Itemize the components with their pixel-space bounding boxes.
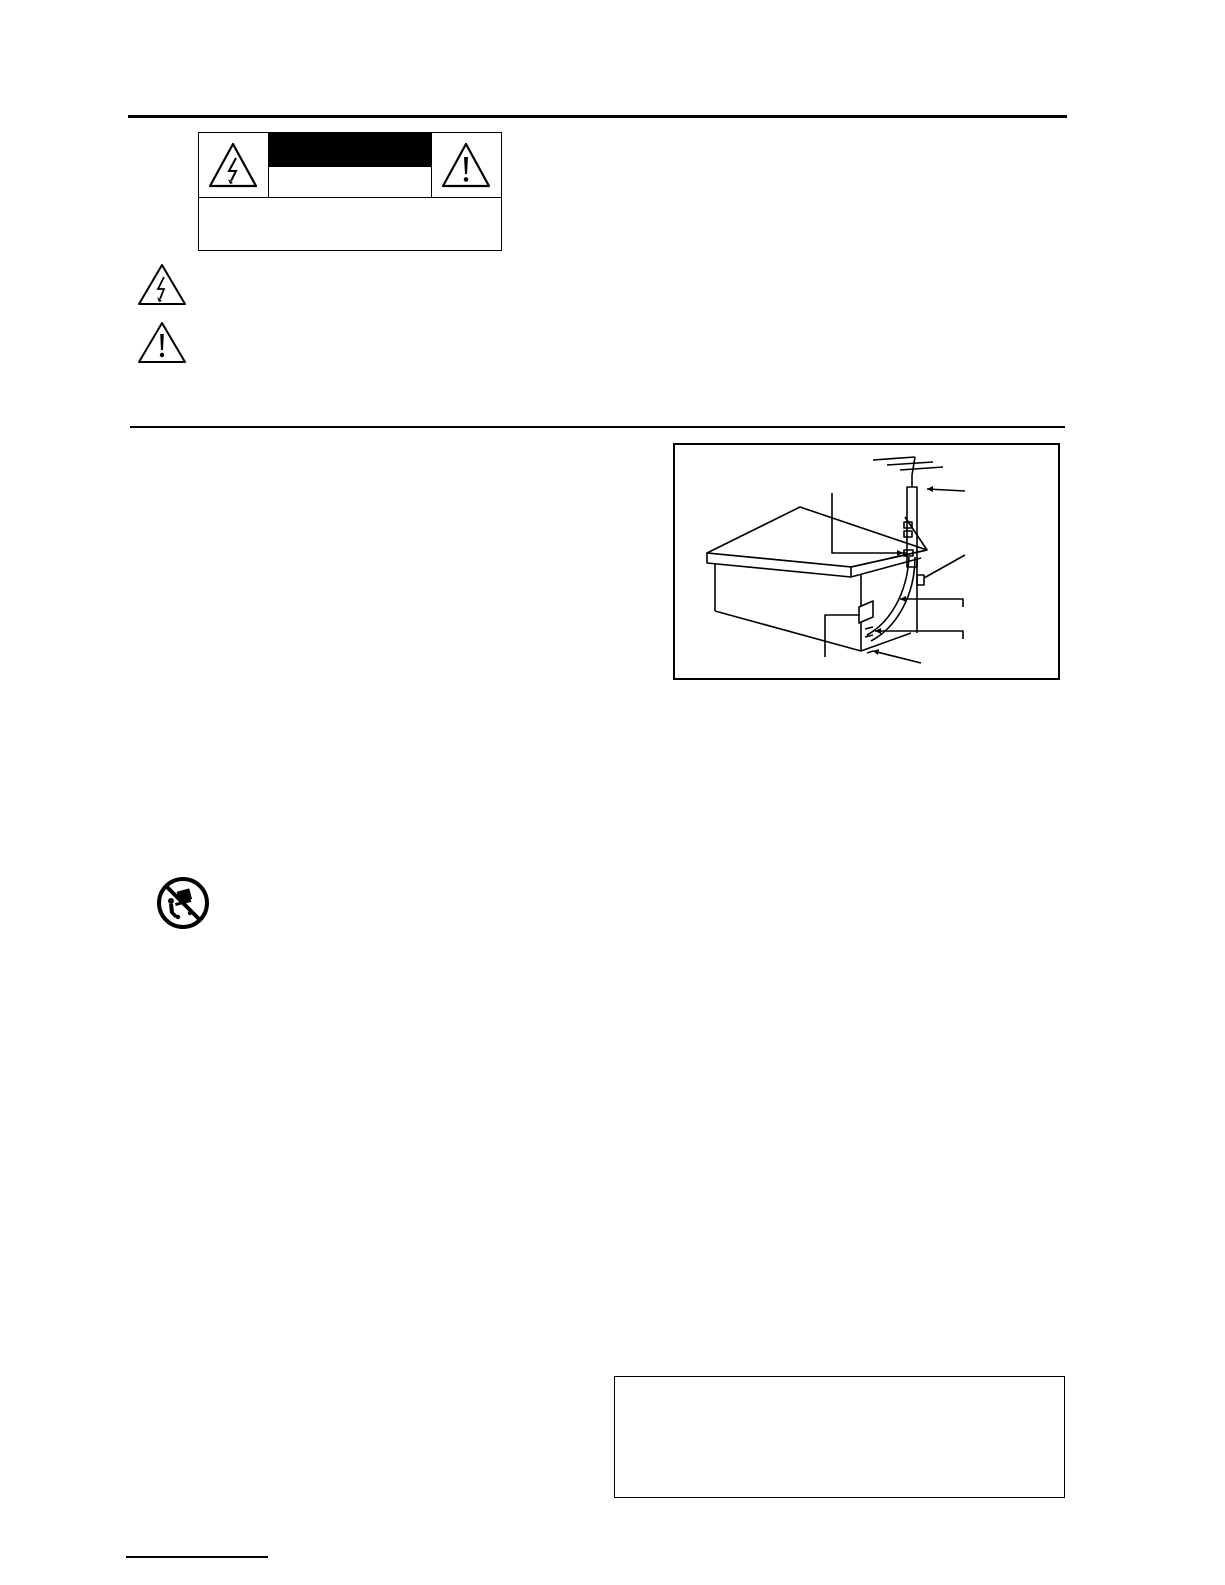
caution-label <box>198 132 502 251</box>
exclamation-triangle-icon <box>440 141 492 189</box>
exclamation-triangle-icon <box>136 320 188 365</box>
caution-label-body <box>199 198 501 250</box>
antenna-grounding-house-illustration <box>675 445 1058 678</box>
caution-label-header-band <box>269 133 431 167</box>
lightning-bolt-triangle-icon <box>207 141 259 189</box>
caution-label-right-cell <box>431 133 501 198</box>
cart-tip-over-warning-icon <box>156 876 210 930</box>
footnote-rule <box>126 1556 268 1558</box>
caution-label-subheader <box>269 167 431 198</box>
lightning-bolt-triangle-icon <box>136 262 188 307</box>
caution-label-left-cell <box>199 133 269 198</box>
section-rule <box>130 426 1065 428</box>
antenna-grounding-diagram <box>673 443 1060 680</box>
top-rule <box>128 115 1067 118</box>
notice-box <box>614 1376 1065 1498</box>
